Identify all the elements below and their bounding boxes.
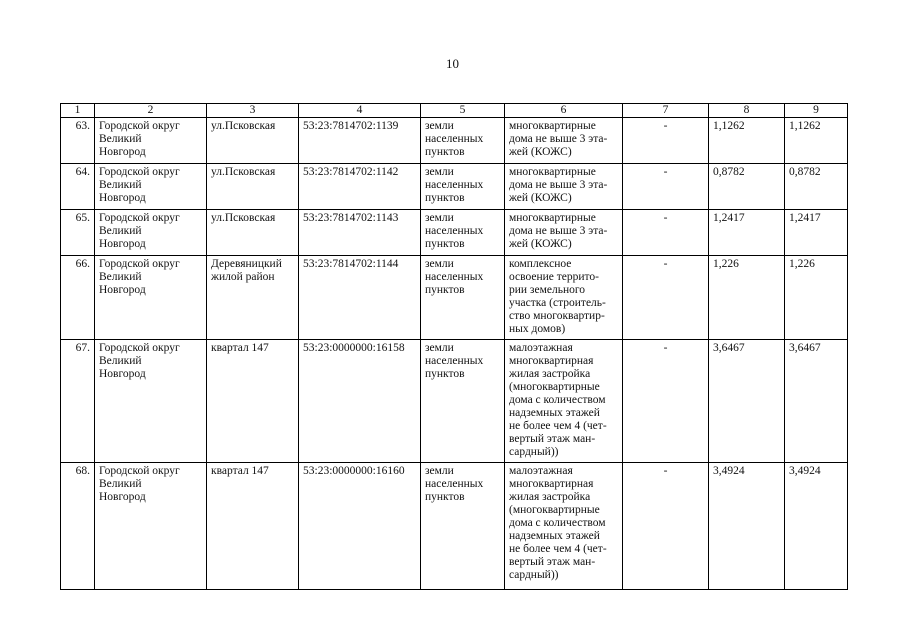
land-category-cell: земли населенных пунктов (421, 463, 505, 590)
land-category-cell: земли населенных пунктов (421, 340, 505, 463)
cadastral-number-cell: 53:23:7814702:1142 (299, 164, 421, 210)
column-number-row (61, 104, 848, 118)
locality-cell: Городской округ Великий Новгород (95, 463, 207, 590)
address-cell: ул.Псковская (207, 210, 299, 256)
table-row (61, 118, 848, 164)
column-8-cell: 1,1262 (709, 118, 785, 164)
column-9-cell: 3,6467 (785, 340, 848, 463)
column-number: 2 (95, 104, 207, 118)
column-9-cell: 1,226 (785, 256, 848, 340)
column-7-cell: - (623, 210, 709, 256)
column-number: 1 (61, 104, 95, 118)
address-cell: квартал 147 (207, 340, 299, 463)
column-9-cell: 0,8782 (785, 164, 848, 210)
row-number: 65. (61, 210, 95, 256)
table-row (61, 210, 848, 256)
land-category-cell: земли населенных пунктов (421, 256, 505, 340)
column-8-cell: 3,4924 (709, 463, 785, 590)
column-7-cell: - (623, 463, 709, 590)
column-7-cell: - (623, 164, 709, 210)
row-number: 67. (61, 340, 95, 463)
locality-cell: Городской округ Великий Новгород (95, 210, 207, 256)
address-cell: квартал 147 (207, 463, 299, 590)
cadastral-number-cell: 53:23:7814702:1144 (299, 256, 421, 340)
cadastral-number-cell: 53:23:7814702:1143 (299, 210, 421, 256)
column-8-cell: 1,226 (709, 256, 785, 340)
table-row (61, 340, 848, 463)
permitted-use-cell: многоквартирные дома не выше 3 эта- жей (КОЖС) (505, 210, 623, 256)
permitted-use-cell: малоэтажная многоквартирная жилая застройка (многоквартирные дома с количеством надземных этажей не более чем 4 (чет- вертый этаж ман- сардный)) (505, 340, 623, 463)
row-number: 63. (61, 118, 95, 164)
column-number: 4 (299, 104, 421, 118)
column-8-cell: 3,6467 (709, 340, 785, 463)
cadastral-number-cell: 53:23:0000000:16158 (299, 340, 421, 463)
column-9-cell: 1,1262 (785, 118, 848, 164)
permitted-use-cell: малоэтажная многоквартирная жилая застройка (многоквартирные дома с количеством надземных этажей не более чем 4 (чет- вертый этаж ман- сардный)) (505, 463, 623, 590)
land-category-cell: земли населенных пунктов (421, 118, 505, 164)
column-number: 8 (709, 104, 785, 118)
column-number: 9 (785, 104, 848, 118)
column-8-cell: 0,8782 (709, 164, 785, 210)
column-9-cell: 3,4924 (785, 463, 848, 590)
column-7-cell: - (623, 118, 709, 164)
table-row (61, 256, 848, 340)
column-number: 6 (505, 104, 623, 118)
permitted-use-cell: многоквартирные дома не выше 3 эта- жей (КОЖС) (505, 164, 623, 210)
column-9-cell: 1,2417 (785, 210, 848, 256)
row-number: 66. (61, 256, 95, 340)
table-row (61, 463, 848, 590)
cadastral-number-cell: 53:23:7814702:1139 (299, 118, 421, 164)
column-8-cell: 1,2417 (709, 210, 785, 256)
column-number: 5 (421, 104, 505, 118)
permitted-use-cell: многоквартирные дома не выше 3 эта- жей (КОЖС) (505, 118, 623, 164)
permitted-use-cell: комплексное освоение террито- рии земельного участка (строитель- ство многоквартир- ных домов) (505, 256, 623, 340)
row-number: 68. (61, 463, 95, 590)
address-cell: ул.Псковская (207, 118, 299, 164)
row-number: 64. (61, 164, 95, 210)
land-category-cell: земли населенных пунктов (421, 164, 505, 210)
column-number: 3 (207, 104, 299, 118)
locality-cell: Городской округ Великий Новгород (95, 256, 207, 340)
cadastral-number-cell: 53:23:0000000:16160 (299, 463, 421, 590)
column-number: 7 (623, 104, 709, 118)
address-cell: Деревяницкий жилой район (207, 256, 299, 340)
locality-cell: Городской округ Великий Новгород (95, 340, 207, 463)
land-plots-table (60, 103, 848, 590)
table-row (61, 164, 848, 210)
land-category-cell: земли населенных пунктов (421, 210, 505, 256)
address-cell: ул.Псковская (207, 164, 299, 210)
locality-cell: Городской округ Великий Новгород (95, 118, 207, 164)
column-7-cell: - (623, 256, 709, 340)
page-number: 10 (446, 56, 459, 71)
column-7-cell: - (623, 340, 709, 463)
locality-cell: Городской округ Великий Новгород (95, 164, 207, 210)
